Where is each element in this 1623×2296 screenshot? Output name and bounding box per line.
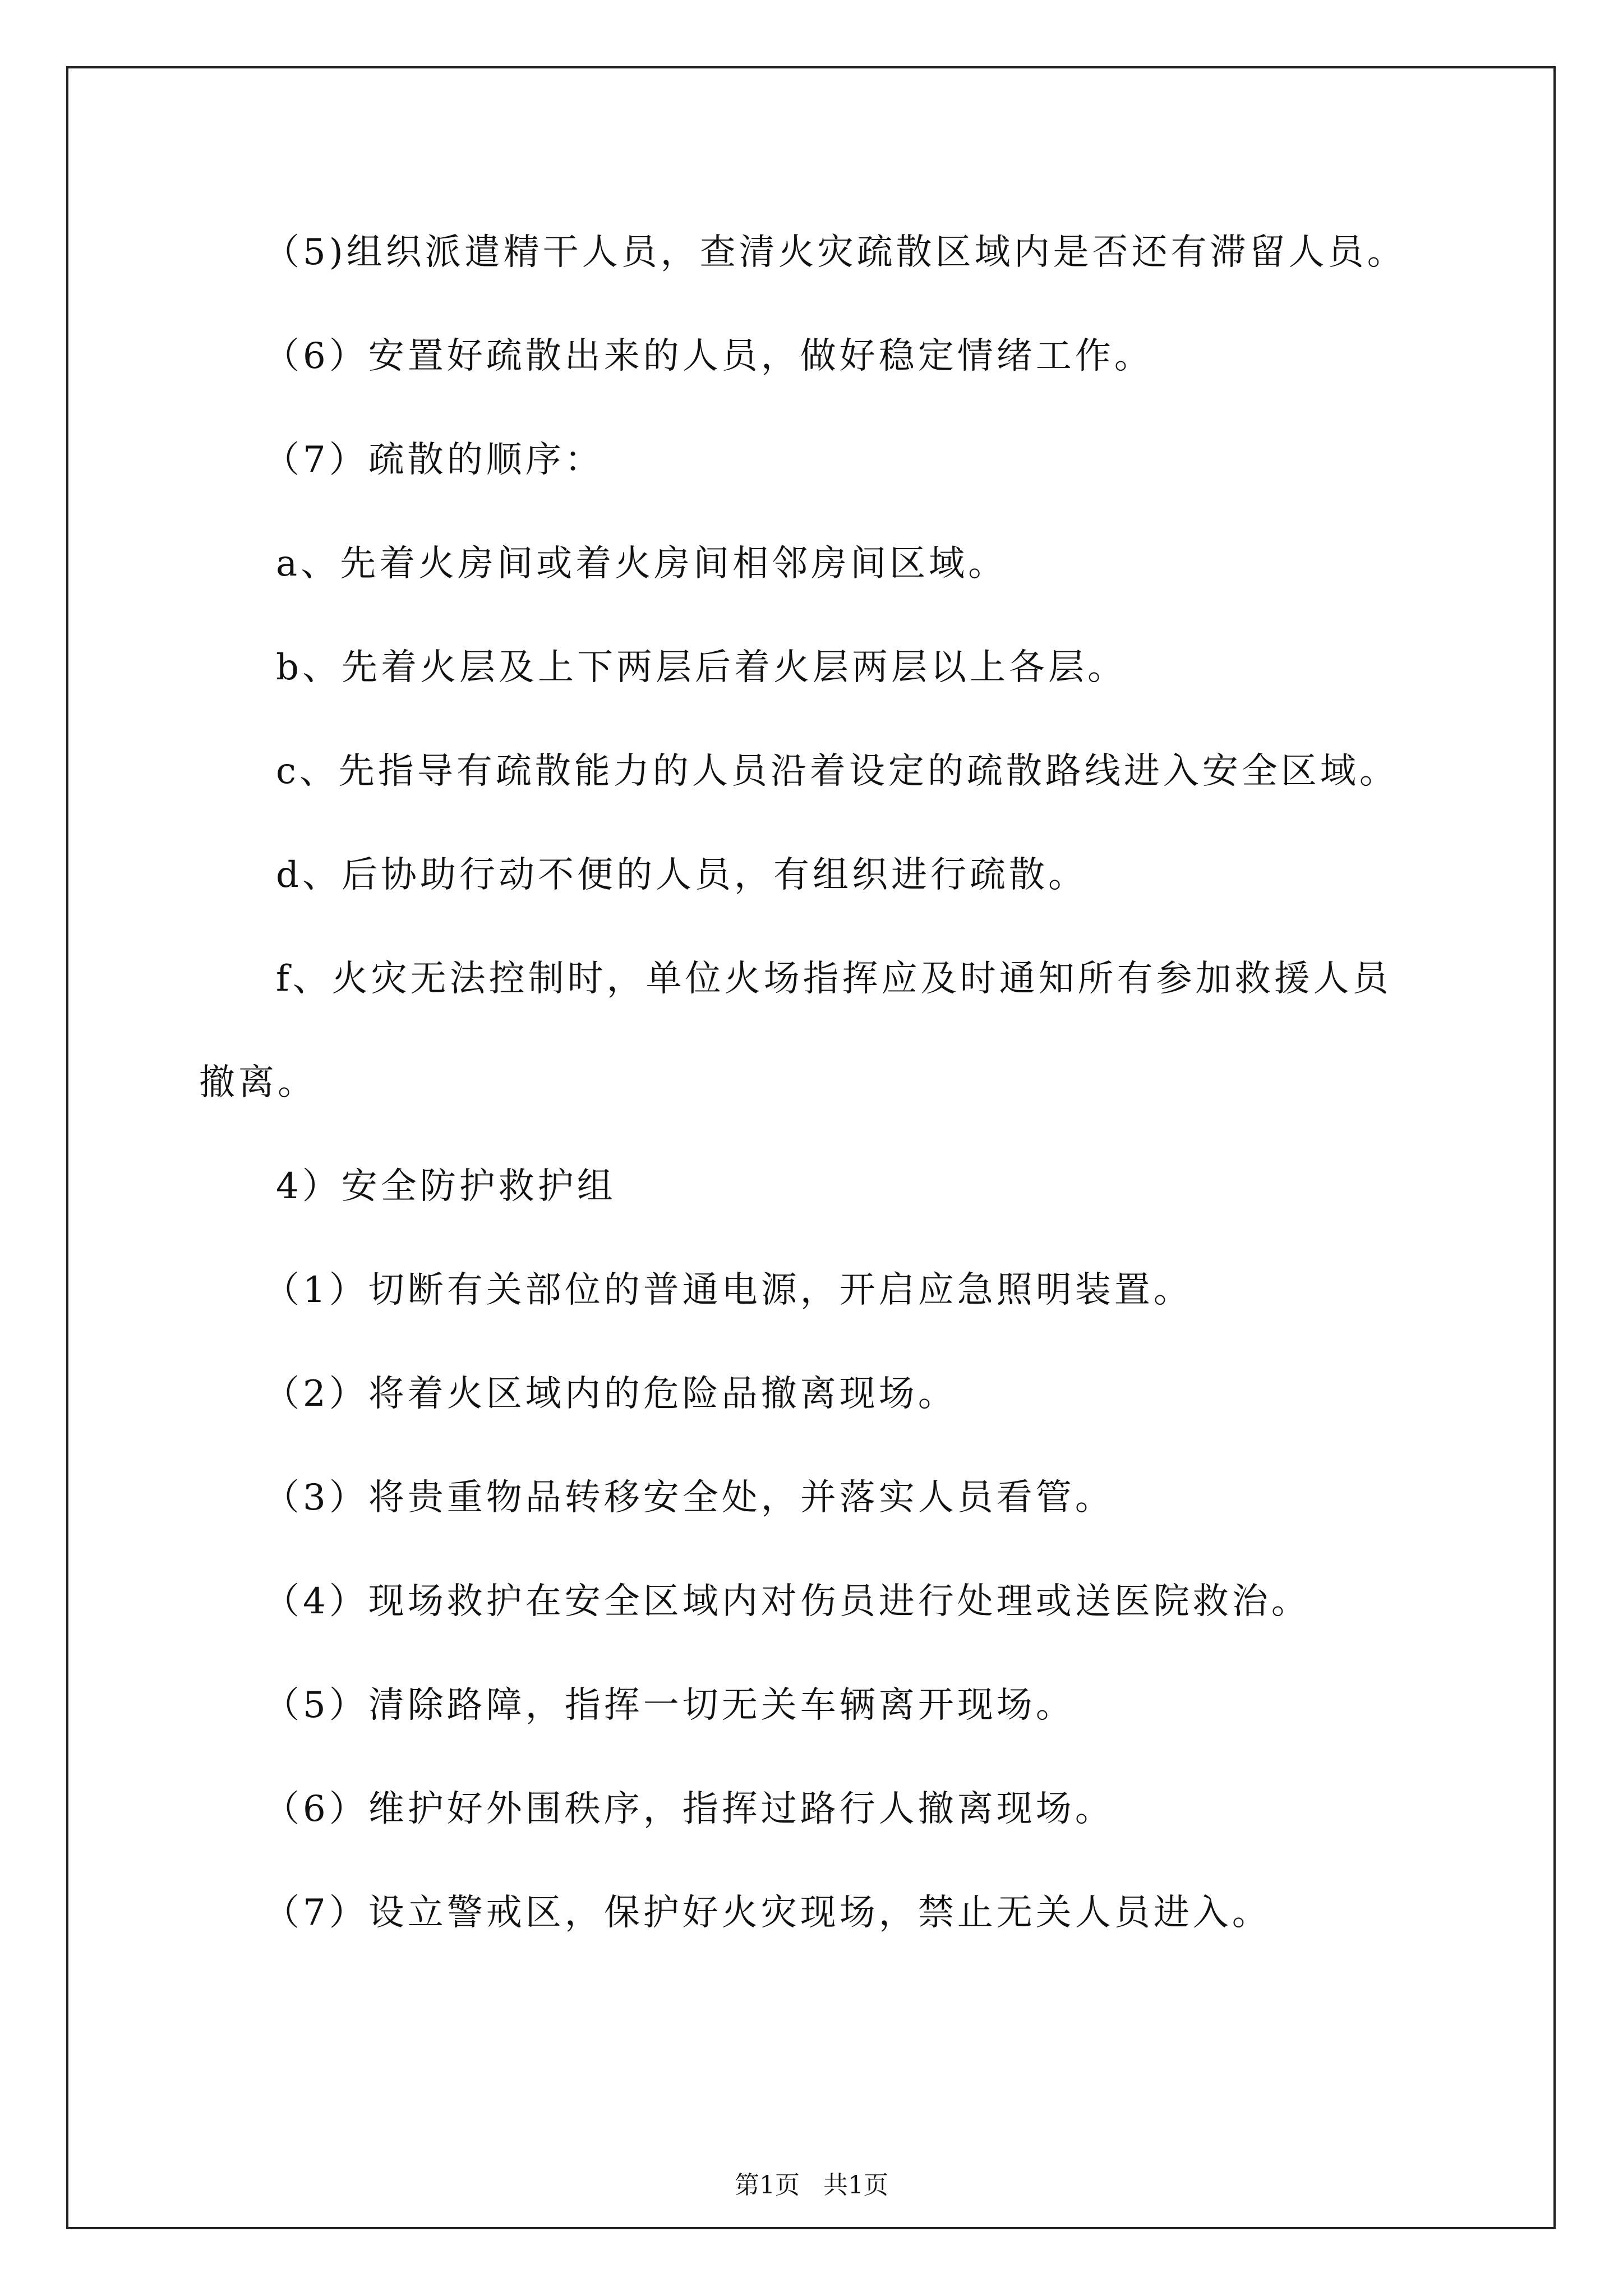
page-footer: 第1页 共1页 — [735, 2171, 888, 2200]
text-line: （7）疏散的顺序： — [264, 439, 604, 481]
text-line: c、先指导有疏散能力的人员沿着设定的疏散路线进入安全区域。 — [276, 751, 1399, 792]
text-line: （5)组织派遣精干人员，查清火灾疏散区域内是否还有滞留人员。 — [264, 232, 1407, 273]
text-line: （5）清除路障，指挥一切无关车辆离开现场。 — [264, 1685, 1075, 1726]
text-line: （7）设立警戒区，保护好火灾现场，禁止无关人员进入。 — [264, 1892, 1271, 1934]
text-line: （2）将着火区域内的危险品撤离现场。 — [264, 1373, 957, 1415]
text-line: a、先着火房间或着火房间相邻房间区域。 — [276, 543, 1008, 585]
section-heading: 4）安全防护救护组 — [276, 1166, 616, 1207]
text-line: （6）维护好外围秩序，指挥过路行人撤离现场。 — [264, 1788, 1114, 1830]
text-line: 撤离。 — [199, 1062, 317, 1103]
text-line: （1）切断有关部位的普通电源，开启应急照明装置。 — [264, 1269, 1193, 1311]
text-line: （3）将贵重物品转移安全处，并落实人员看管。 — [264, 1477, 1114, 1519]
text-line: d、后协助行动不便的人员，有组织进行疏散。 — [276, 854, 1087, 896]
text-line: b、先着火层及上下两层后着火层两层以上各层。 — [276, 647, 1127, 688]
text-line: f、火灾无法控制时，单位火场指挥应及时通知所有参加救援人员 — [276, 958, 1392, 1000]
text-line: （4）现场救护在安全区域内对伤员进行处理或送医院救治。 — [264, 1581, 1311, 1622]
text-line: （6）安置好疏散出来的人员，做好稳定情绪工作。 — [264, 335, 1154, 377]
